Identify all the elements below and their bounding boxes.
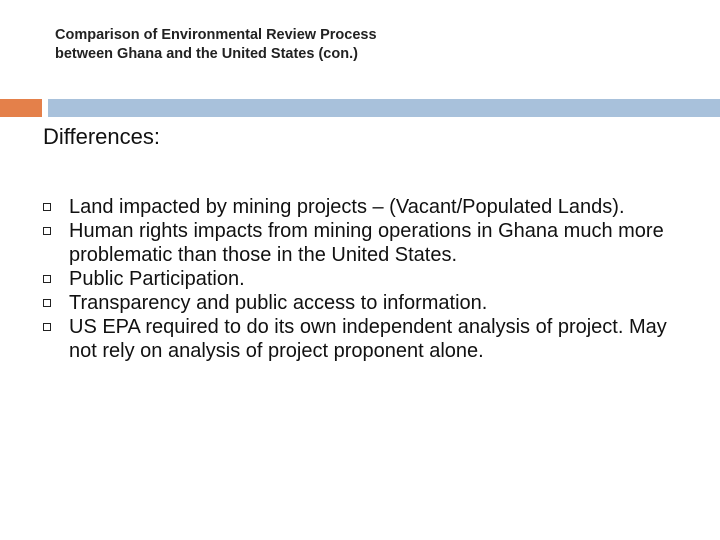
square-bullet-icon	[43, 275, 51, 283]
section-heading: Differences:	[43, 124, 160, 149]
accent-bar-orange	[0, 99, 42, 117]
bullet-text: US EPA required to do its own independent analysis of project. May not rely on analysis of project proponent alone.	[69, 316, 667, 362]
square-bullet-icon	[43, 227, 51, 235]
bullet-item	[42, 291, 682, 315]
bullet-text: Human rights impacts from mining operations in Ghana much more problematic than those in the United States.	[69, 220, 664, 266]
bullet-list	[42, 195, 682, 363]
bullet-text: Land impacted by mining projects – (Vacant/Populated Lands).	[69, 196, 625, 218]
square-bullet-icon	[43, 323, 51, 331]
accent-bar-blue	[48, 99, 720, 117]
bullet-text: Transparency and public access to information.	[69, 292, 488, 314]
slide-title	[55, 26, 695, 64]
bullet-item	[42, 219, 682, 267]
square-bullet-icon	[43, 203, 51, 211]
slide-title-line-1: Comparison of Environmental Review Process	[55, 27, 377, 43]
slide-title-line-2: between Ghana and the United States (con.)	[55, 46, 358, 62]
bullet-item	[42, 195, 682, 219]
square-bullet-icon	[43, 299, 51, 307]
bullet-item	[42, 267, 682, 291]
bullet-item	[42, 315, 682, 363]
bullet-text: Public Participation.	[69, 268, 245, 290]
